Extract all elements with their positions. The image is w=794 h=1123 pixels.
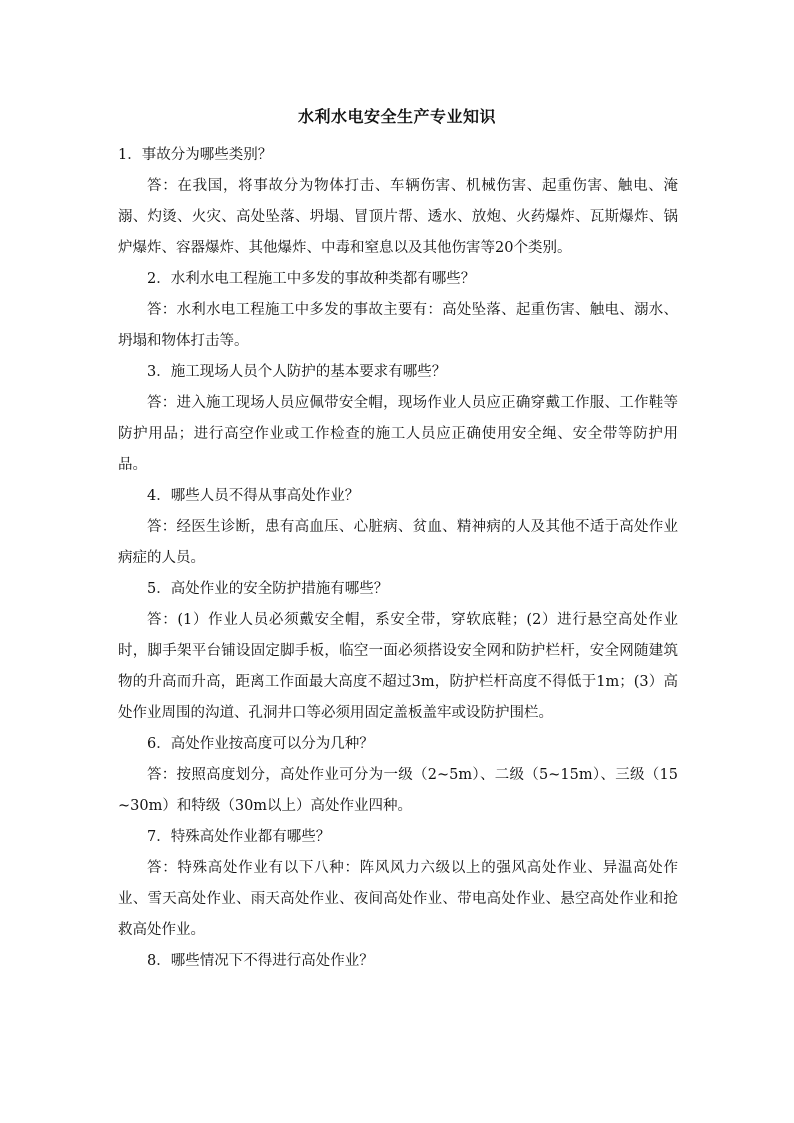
question-8: 8．哪些情况下不得进行高处作业？ bbox=[147, 953, 374, 969]
answer-2: 答：水利水电工程施工中多发的事故主要有：高处坠落、起重伤害、触电、溺水、坍塌和物体打击等。 bbox=[118, 302, 678, 349]
question-4: 4．哪些人员不得从事高处作业？ bbox=[147, 488, 360, 504]
answer-1: 答：在我国，将事故分为物体打击、车辆伤害、机械伤害、起重伤害、触电、淹溺、灼烫、火灾、高处坠落、坍塌、冒顶片帮、透水、放炮、火药爆炸、瓦斯爆炸、锅炉爆炸、容器爆炸、其他爆炸、中毒和窒息以及其他伤害等20个类别。 bbox=[118, 178, 678, 256]
answer-7: 答：特殊高处作业有以下八种：阵风风力六级以上的强风高处作业、异温高处作业、雪天高处作业、雨天高处作业、夜间高处作业、带电高处作业、悬空高处作业和抢救高处作业。 bbox=[118, 860, 678, 938]
answer-6: 答：按照高度划分，高处作业可分为一级（2~5m）、二级（5~15m）、三级（15~30m）和特级（30m以上）高处作业四种。 bbox=[118, 767, 678, 814]
question-2: 2．水利水电工程施工中多发的事故种类都有哪些？ bbox=[147, 271, 476, 287]
question-6: 6．高处作业按高度可以分为几种？ bbox=[147, 736, 374, 752]
question-3: 3．施工现场人员个人防护的基本要求有哪些？ bbox=[147, 364, 447, 380]
answer-5: 答：(1）作业人员必须戴安全帽，系安全带，穿软底鞋；(2）进行悬空高处作业时，脚手架平台铺设固定脚手板，临空一面必须搭设安全网和防护栏杆，安全网随建筑物的升高而升高，距离工作面最大高度不超过3m，防护栏杆高度不得低于1m；(3）高处作业周围的沟道、孔洞井口等必须用固定盖板盖牢或设防护围栏。 bbox=[118, 612, 678, 721]
document-title: 水利水电安全生产专业知识 bbox=[297, 107, 496, 126]
question-1: 1．事故分为哪些类别？ bbox=[118, 147, 273, 163]
question-7: 7．特殊高处作业都有哪些？ bbox=[147, 829, 331, 845]
document-body bbox=[118, 140, 678, 977]
answer-4: 答：经医生诊断，患有高血压、心脏病、贫血、精神病的人及其他不适于高处作业病症的人员。 bbox=[118, 519, 678, 566]
question-5: 5．高处作业的安全防护措施有哪些？ bbox=[147, 581, 389, 597]
answer-3: 答：进入施工现场人员应佩带安全帽，现场作业人员应正确穿戴工作服、工作鞋等防护用品；进行高空作业或工作检查的施工人员应正确使用安全绳、安全带等防护用品。 bbox=[118, 395, 678, 473]
